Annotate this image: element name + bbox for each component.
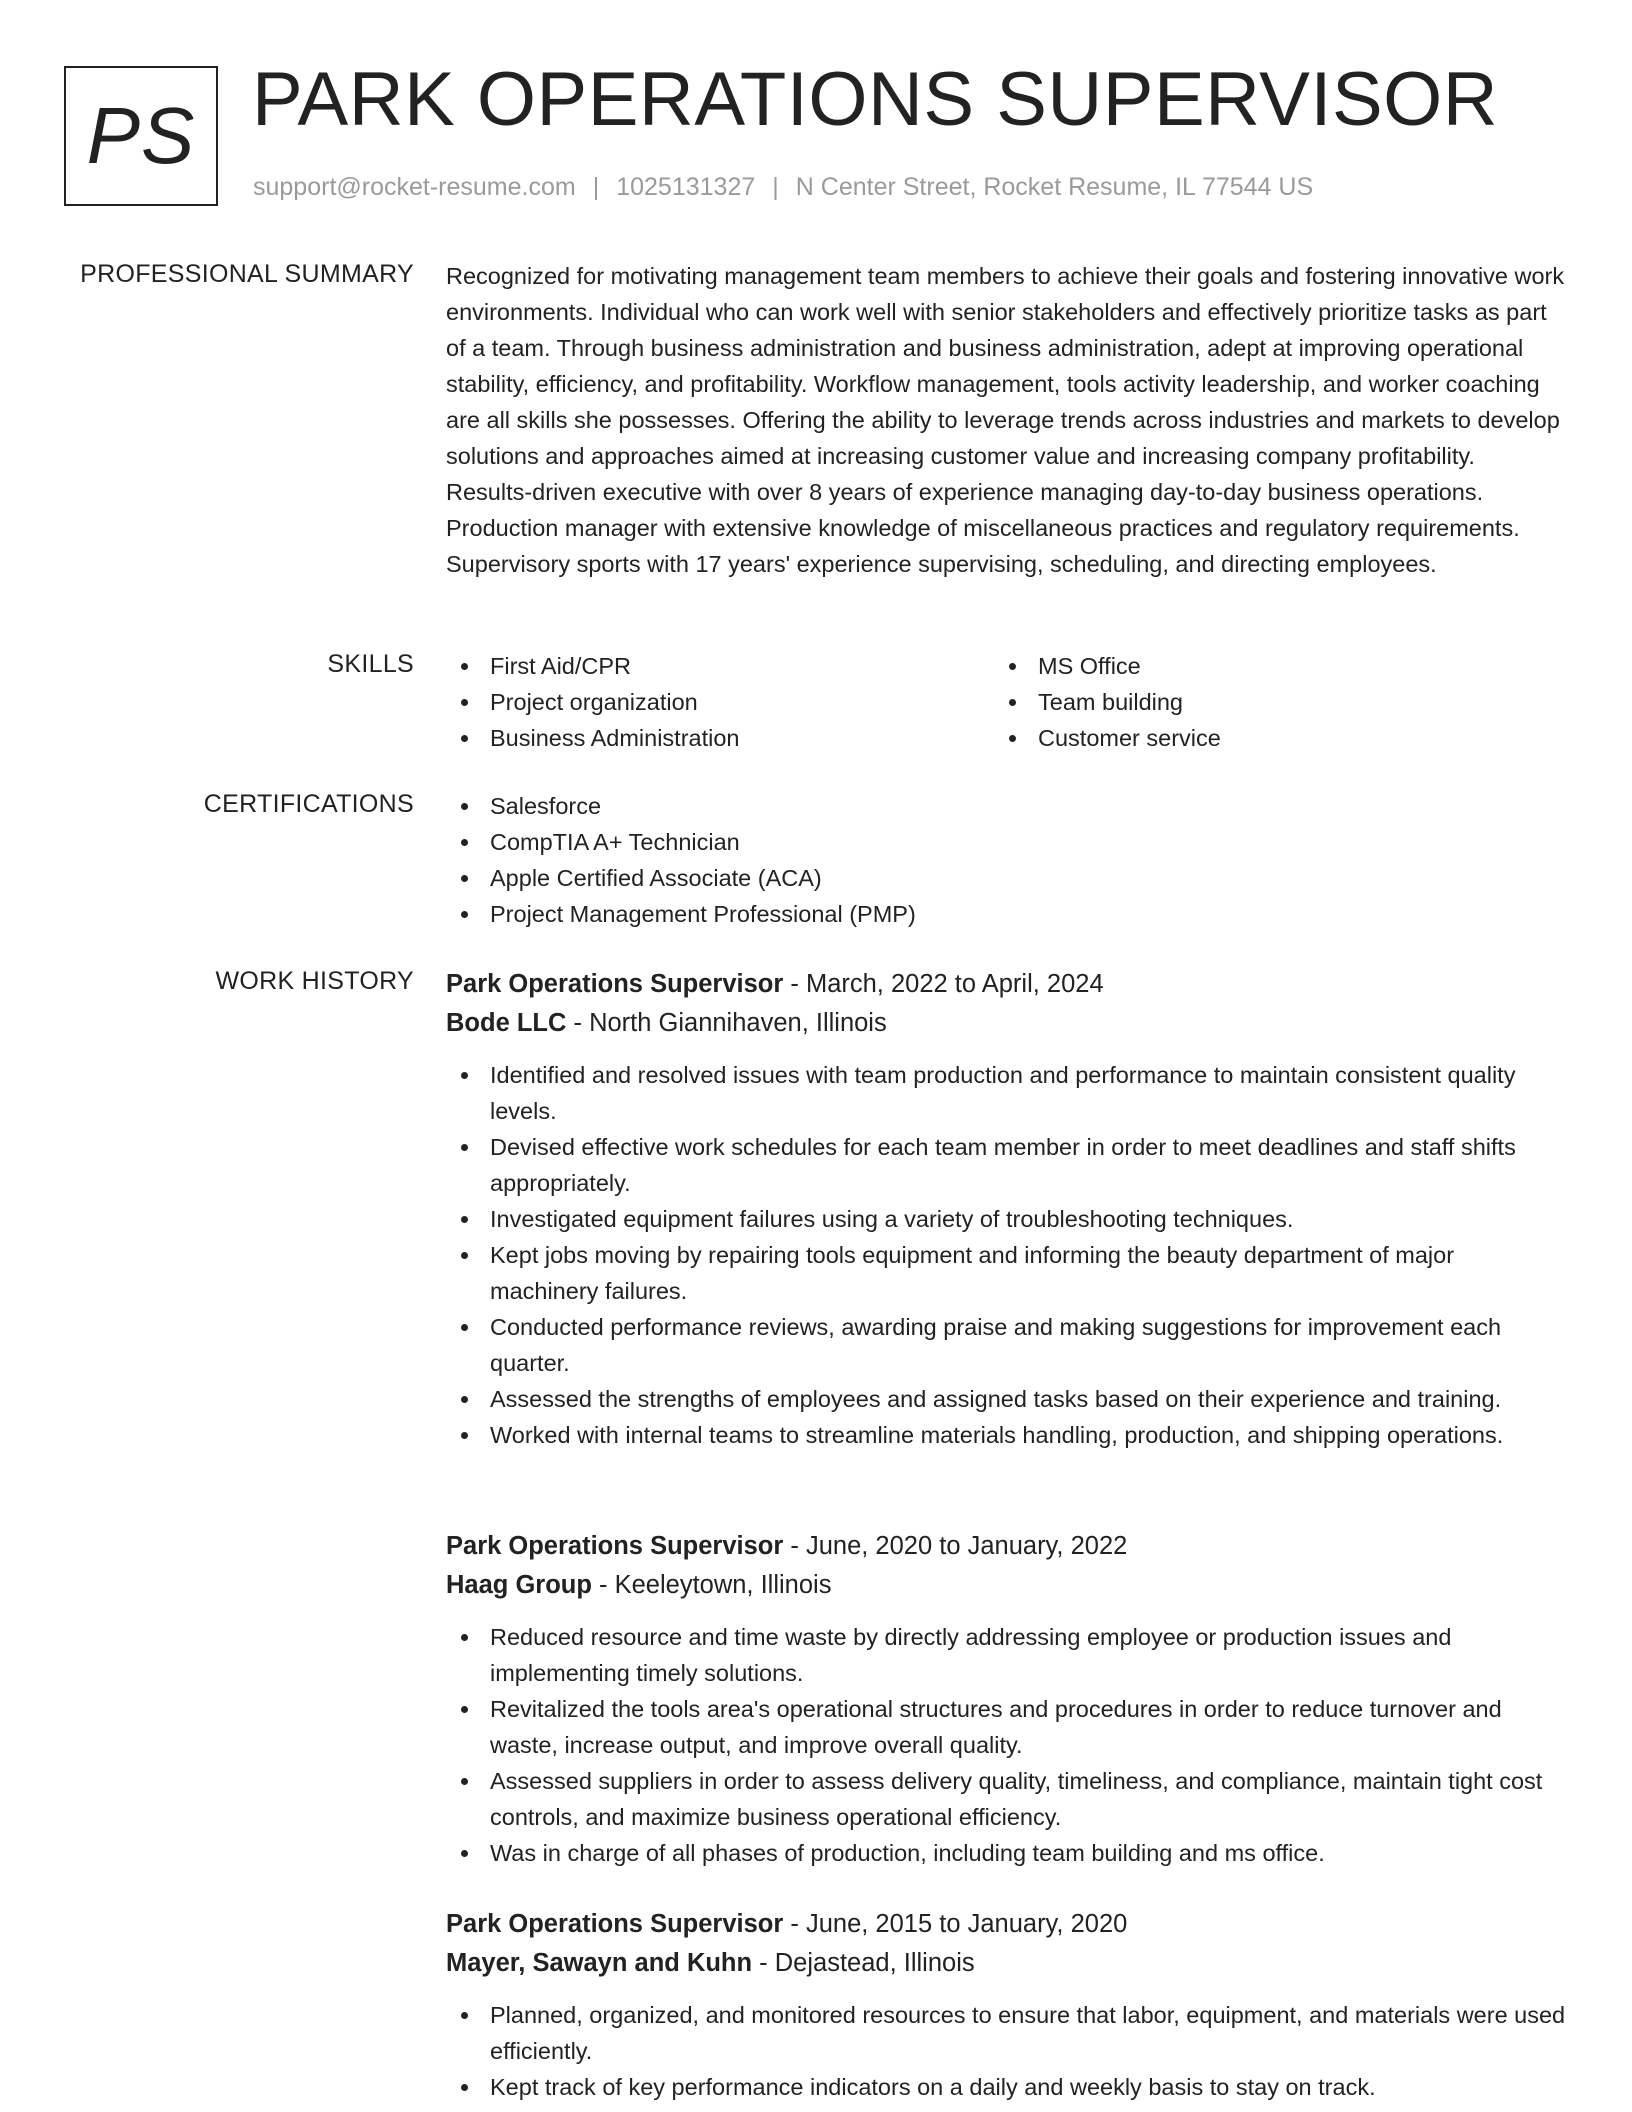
job-company-line [446,1566,1566,1605]
job-company-line [446,1944,1566,1983]
skill-item: MS Office [994,648,1542,684]
skill-item: Project organization [446,684,994,720]
job-duty: Reduced resource and time waste by directly addressing employee or production issues and implementing timely solutions. [446,1619,1566,1691]
contact-separator: | [772,173,779,201]
job-duty: Revitalized the tools area's operational structures and procedures in order to reduce turnover and waste, increase output, and improve overall quality. [446,1691,1566,1763]
skill-item: First Aid/CPR [446,648,994,684]
section-label-certifications: CERTIFICATIONS [203,790,414,818]
contact-line [253,173,1313,202]
job-duty: Conducted performance reviews, awarding praise and making suggestions for improvement each quarter. [446,1309,1566,1381]
section-label-work-history: WORK HISTORY [215,967,414,995]
monogram-initials: PS [86,91,196,180]
contact-address: N Center Street, Rocket Resume, IL 77544 US [795,173,1314,201]
job-duty: Was in charge of all phases of production, including team building and ms office. [446,1835,1566,1871]
job-title-line [446,965,1566,1004]
job-duty: Kept jobs moving by repairing tools equipment and informing the beauty department of major machinery failures. [446,1237,1566,1309]
job-title: Park Operations Supervisor [446,970,784,998]
job-entry [446,1905,1566,2105]
section-label-summary: PROFESSIONAL SUMMARY [80,260,414,288]
job-duty: Planned, organized, and monitored resources to ensure that labor, equipment, and materials were used efficiently. [446,1997,1566,2069]
job-duty: Investigated equipment failures using a variety of troubleshooting techniques. [446,1201,1566,1237]
summary-text: Recognized for motivating management team members to achieve their goals and fostering innovative work environments. Individual who can work well with senior stakeholders and effectively prioritize tasks as part of a team. Through business administration and business administration, adept at improving operational stability, efficiency, and profitability. Workflow management, tools activity leadership, and worker coaching are all skills she possesses. Offering the ability to leverage trends across industries and markets to develop solutions and approaches aimed at increasing customer value and increasing company profitability. Results-driven executive with over 8 years of experience managing day-to-day business operations. Production manager with extensive knowledge of miscellaneous practices and regulatory requirements. Supervisory sports with 17 years' experience supervising, scheduling, and directing employees. [446,263,1565,577]
monogram-box [64,66,218,206]
job-company: Bode LLC [446,1009,567,1037]
job-title: Park Operations Supervisor [446,1532,784,1560]
job-dates: - June, 2015 to January, 2020 [783,1910,1128,1938]
job-duty: Worked with internal teams to streamline materials handling, production, and shipping operations. [446,1417,1566,1453]
contact-email[interactable]: support@rocket-resume.com [253,173,576,201]
job-duty: Assessed suppliers in order to assess delivery quality, timeliness, and compliance, maintain tight cost controls, and maximize business operational efficiency. [446,1763,1566,1835]
job-duty: Assessed the strengths of employees and assigned tasks based on their experience and training. [446,1381,1566,1417]
job-location: - Keeleytown, Illinois [591,1571,832,1599]
certification-item: Salesforce [446,788,1566,824]
job-dates: - March, 2022 to April, 2024 [783,970,1104,998]
contact-phone[interactable]: 1025131327 [616,173,756,201]
section-label-skills: SKILLS [327,650,414,678]
job-title-line [446,1527,1566,1566]
certification-item: CompTIA A+ Technician [446,824,1566,860]
job-location: - North Giannihaven, Illinois [566,1009,887,1037]
job-company-line [446,1004,1566,1043]
job-entry [446,965,1566,1453]
job-location: - Dejastead, Illinois [752,1949,975,1977]
job-duty: Identified and resolved issues with team production and performance to maintain consistent quality levels. [446,1057,1566,1129]
skills-list-left [446,648,994,756]
job-company: Haag Group [446,1571,592,1599]
skill-item: Business Administration [446,720,994,756]
certifications-list [446,788,1566,932]
job-title: Park Operations Supervisor [446,1910,784,1938]
summary-section [446,258,1566,582]
skill-item: Team building [994,684,1542,720]
certifications-section [446,788,1566,932]
contact-separator: | [592,173,600,201]
resume-name: PARK OPERATIONS SUPERVISOR [252,57,1499,142]
job-duties-list [446,1619,1566,1871]
skills-section [446,648,1566,756]
certification-item: Apple Certified Associate (ACA) [446,860,1566,896]
skills-list-right [994,648,1542,756]
job-duty: Kept track of key performance indicators on a daily and weekly basis to stay on track. [446,2069,1566,2105]
job-dates: - June, 2020 to January, 2022 [783,1532,1128,1560]
certification-item: Project Management Professional (PMP) [446,896,1566,932]
job-duties-list [446,1057,1566,1453]
job-duties-list [446,1997,1566,2105]
job-entry [446,1527,1566,1871]
job-company: Mayer, Sawayn and Kuhn [446,1949,753,1977]
job-duty: Devised effective work schedules for each team member in order to meet deadlines and staff shifts appropriately. [446,1129,1566,1201]
job-title-line [446,1905,1566,1944]
skill-item: Customer service [994,720,1542,756]
